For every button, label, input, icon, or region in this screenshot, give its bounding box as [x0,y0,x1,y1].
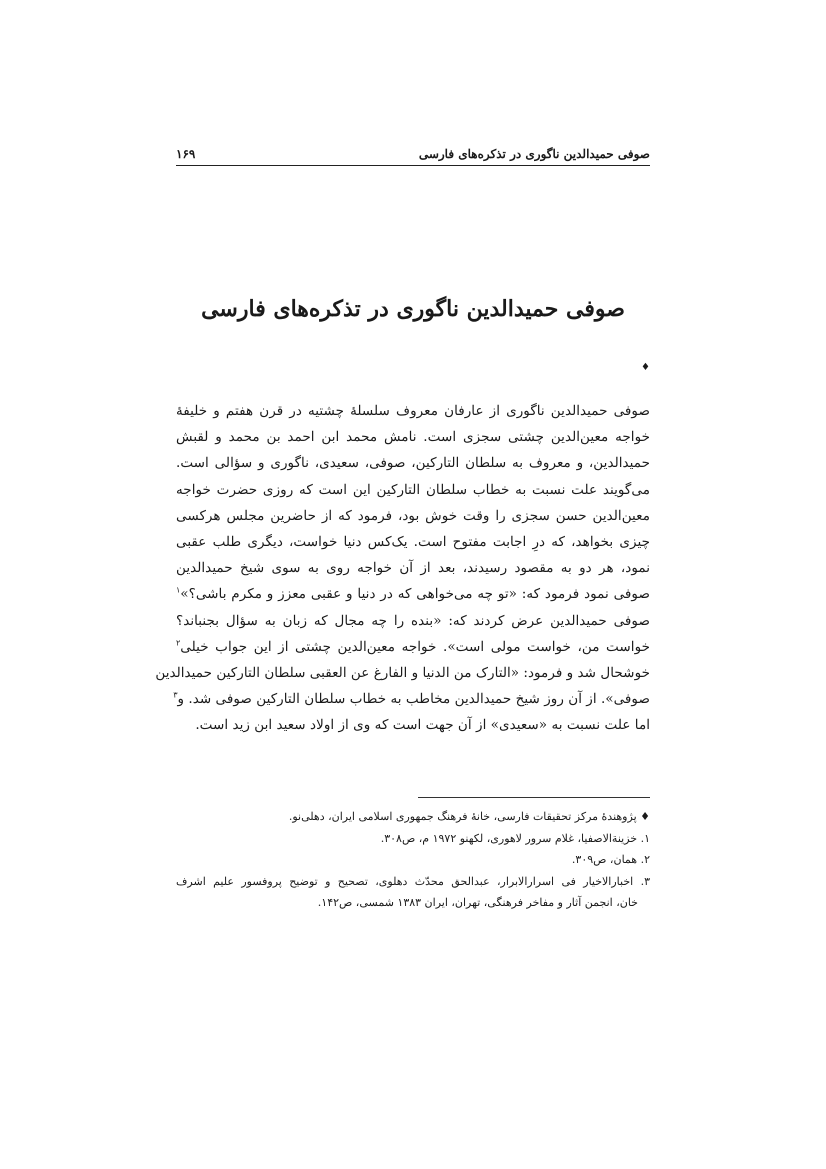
body-line-text: خواست من، خواست مولی است». خواجه معین‌الدین چشتی از این جواب خیلی [180,638,650,655]
body-line: خواجه معین‌الدین چشتی سجزی است. نامش محمد ابن احمد بن محمد و لقبش [176,429,650,446]
footnotes [176,806,650,914]
body-line: نمود، هر دو به مقصود رسیدند، بعد از آن خواجه روی به سوی شیخ حمیدالدین [176,560,650,577]
footnote-mark: ۳ [173,690,178,700]
running-header [176,145,650,163]
footnote-rule [418,797,650,798]
body-line: اما علت نسبت به «سعیدی» از آن جهت است که وی از اولاد سعید ابن زید است. [195,717,650,734]
footnote-3: ۳. اخبارالاخیار فی اسرارالابرار، عبدالحق محدّث دهلوی، تصحیح و توضیح پروفسور علیم اشرف [176,874,650,888]
footnote-mark: ۲ [176,638,181,648]
footnote-mark: ۱ [176,585,181,595]
body-line-text: صوفی نمود فرمود که: «تو چه می‌خواهی که در دنیا و عقبی معزز و مکرم باشی؟» [180,586,650,603]
article-body [155,398,650,738]
body-line: صوفی حمیدالدین ناگوری از عارفان معروف سلسلهٔ چشتیه در قرن هفتم و خلیفهٔ [176,403,650,419]
footnote-author: ♦ پژوهندهٔ مرکز تحقیقات فارسی، خانهٔ فرهنگ جمهوری اسلامی ایران، دهلی‌نو. [288,810,650,823]
body-line: می‌گویند علت نسبت به خطاب سلطان التارکین این است که روزی حضرت خواجه [176,481,650,498]
author-marker: ♦ [641,362,650,373]
body-line [173,686,650,712]
body-line: حمیدالدین، و معروف به سلطان التارکین، صوفی، سعیدی، ناگوری و سؤالی است. [176,455,650,472]
article-title: صوفی حمیدالدین ناگوری در تذکره‌های فارسی [201,296,625,322]
running-title: صوفی حمیدالدین ناگوری در تذکره‌های فارسی [418,147,650,161]
page-number: ۱۶۹ [176,147,196,161]
header-rule [176,165,650,166]
footnote-3-continued: خان، انجمن آثار و مفاخر فرهنگی، تهران، ایران ۱۳۸۳ شمسی، ص۱۴۲. [317,896,638,909]
footnote-1: ۱. خزینةالاصفیا، غلام سرور لاهوری، لکهنو ۱۹۷۲ م، ص۳۰۸. [380,831,650,845]
body-line: معین‌الدین حسن سجزی را وقت خوش بود، فرمود که از حاضرین مجلس هرکسی [176,507,650,524]
footnote-2: ۲. همان، ص۳۰۹. [571,853,650,866]
body-line: چیزی بخواهد، که درِ اجابت مفتوح است. یک‌کس دنیا خواست، دیگری طلب عقبی [176,533,650,550]
body-line [176,581,650,607]
body-line-text: صوفی». از آن روز شیخ حمیدالدین مخاطب به خطاب سلطان التارکین صوفی شد. و [177,691,650,708]
body-line: صوفی حمیدالدین عرض کردند که: «بنده را چه مجال که زبان به سؤال بجنباند؟ [176,612,650,629]
body-line [176,634,650,660]
body-line: خوشحال شد و فرمود: «التارک من الدنیا و الفارغ عن العقبی سلطان التارکین حمیدالدین [155,664,650,681]
